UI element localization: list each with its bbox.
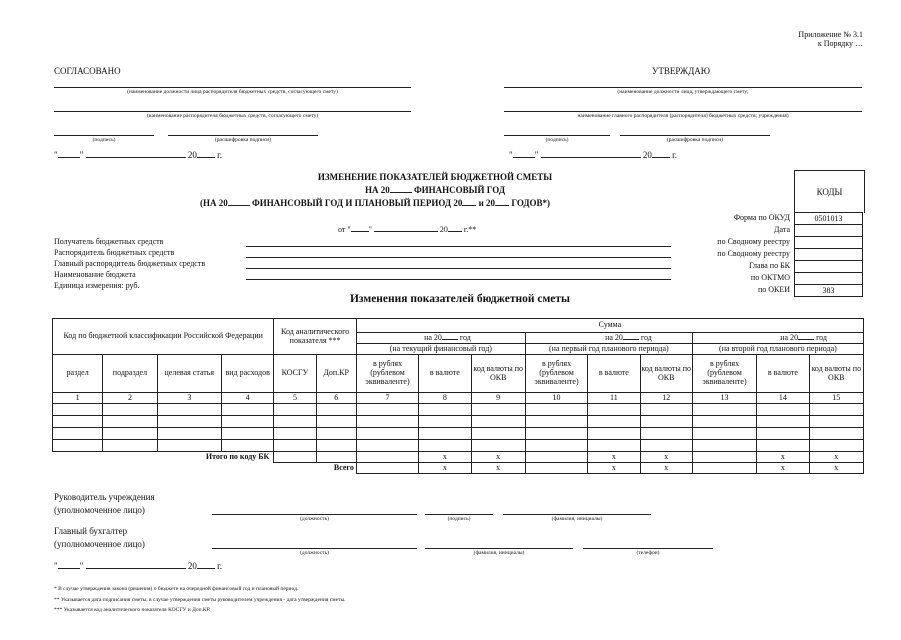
- column-number: 8: [419, 393, 471, 404]
- column-number: 2: [103, 393, 157, 404]
- title-fin-year: ФИНАНСОВЫЙ ГОД: [413, 185, 506, 195]
- table-cell[interactable]: [316, 440, 356, 452]
- table-cell[interactable]: [419, 416, 471, 428]
- form-title-line1: ИЗМЕНЕНИЕ ПОКАЗАТЕЛЕЙ БЮДЖЕТНОЙ СМЕТЫ: [317, 172, 553, 182]
- table-cell[interactable]: [757, 428, 809, 440]
- header-year-p1: [525, 333, 692, 344]
- recipient-label: Получатель бюджетных средств: [54, 237, 164, 246]
- appendix-line2: к Порядку …: [817, 39, 863, 48]
- signature-date: [54, 561, 222, 571]
- column-header: в рублях (рублевом эквиваленте): [356, 355, 418, 393]
- header-year-p2: [692, 333, 863, 344]
- codes-value: 383: [795, 285, 863, 297]
- spacer: [53, 463, 317, 474]
- recipient-row: [54, 269, 205, 280]
- codes-label: по Сводному реестру: [717, 249, 790, 258]
- x-mark: x: [757, 463, 809, 474]
- table-title: Изменения показателей бюджетной сметы: [349, 293, 571, 305]
- table-row: [53, 440, 864, 452]
- accountant-signature-label: [54, 525, 145, 551]
- date-quote: ": [54, 150, 58, 160]
- total-row: [53, 463, 864, 474]
- date-year: 20: [187, 561, 197, 571]
- agreed-org-caption: (наименование распорядителя бюджетных средств, согласующего смету): [146, 113, 319, 119]
- table-cell[interactable]: [525, 404, 587, 416]
- table-cell[interactable]: [157, 428, 221, 440]
- agreed-sign-caption: (подпись): [92, 137, 116, 143]
- agreed-decode-line: [168, 135, 318, 136]
- date-g: г.: [672, 150, 678, 160]
- recipient-line: [246, 246, 671, 247]
- table-cell[interactable]: [356, 404, 418, 416]
- agreed-date: [54, 150, 222, 160]
- god: год: [816, 332, 827, 342]
- head-position-caption: (должность): [300, 516, 329, 522]
- table-cell[interactable]: [222, 416, 274, 428]
- column-number: 4: [222, 393, 274, 404]
- x-mark: x: [809, 463, 863, 474]
- acc-position-line: [212, 548, 417, 549]
- column-header: код валюты по ОКВ: [471, 355, 525, 393]
- column-number: 13: [692, 393, 756, 404]
- title-na20: НА 20: [364, 185, 390, 195]
- date-quote: ": [54, 561, 58, 571]
- footnote-1: * В случае утверждения закона (решения) о бюджете на очередной финансовый год и плановый период.: [54, 586, 299, 592]
- column-number: 5: [274, 393, 316, 404]
- table-cell[interactable]: [274, 416, 316, 428]
- cell: [525, 452, 587, 463]
- table-cell[interactable]: [274, 440, 316, 452]
- column-header: в валюте: [419, 355, 471, 393]
- codes-row: [795, 225, 863, 237]
- date-quote: ": [509, 150, 513, 160]
- table-cell[interactable]: [222, 440, 274, 452]
- approve-date: [509, 150, 677, 160]
- cell: [316, 452, 356, 463]
- table-cell[interactable]: [103, 416, 157, 428]
- god: год: [459, 332, 471, 342]
- codes-value: 0501013: [795, 213, 863, 225]
- appendix-line1: Приложение № 3.1: [798, 30, 863, 39]
- date-g: г.: [217, 561, 223, 571]
- approve-position-line: [504, 87, 862, 88]
- appendix-note: [798, 30, 863, 48]
- table-cell[interactable]: [316, 404, 356, 416]
- table-cell[interactable]: [157, 440, 221, 452]
- codes-labels: [640, 212, 790, 296]
- footnotes: [54, 584, 346, 616]
- column-header: целевая статья: [157, 355, 221, 393]
- head-l2: (уполномоченное лицо): [54, 505, 145, 515]
- header-current-year: (на текущий финансовый год): [356, 344, 525, 355]
- codes-value: [795, 261, 863, 273]
- codes-label: по Сводному реестру: [717, 237, 790, 246]
- recipient-label: Главный распорядитель бюджетных средств: [54, 259, 206, 268]
- codes-header: КОДЫ: [794, 170, 865, 213]
- column-header: раздел: [53, 355, 103, 393]
- column-header: в рублях (рублевом эквиваленте): [525, 355, 587, 393]
- table-cell[interactable]: [588, 440, 640, 452]
- header-analytic: Код аналитического показателя ***: [274, 319, 356, 355]
- agreed-heading: СОГЛАСОВАНО: [54, 66, 121, 76]
- na20: на 20: [780, 332, 799, 342]
- table-cell[interactable]: [274, 428, 316, 440]
- head-sign-line: [425, 514, 493, 515]
- date-quote: ": [79, 561, 84, 571]
- table-cell[interactable]: [222, 404, 274, 416]
- table-cell[interactable]: [274, 404, 316, 416]
- date-year: 20: [439, 225, 448, 234]
- table-cell[interactable]: [419, 440, 471, 452]
- table-cell[interactable]: [525, 416, 587, 428]
- table-cell[interactable]: [692, 416, 756, 428]
- x-mark: x: [640, 463, 692, 474]
- column-number: 6: [316, 393, 356, 404]
- table-cell[interactable]: [53, 440, 103, 452]
- column-number: 12: [640, 393, 692, 404]
- recipient-row: [54, 258, 205, 269]
- column-number: 9: [471, 393, 525, 404]
- approve-org-caption: наименование главного распорядителя (распорядителя) бюджетных средств; учреждения): [577, 113, 789, 119]
- title-line3d: ГОДОВ*): [511, 198, 551, 208]
- x-mark: x: [588, 452, 640, 463]
- column-number: 11: [588, 393, 640, 404]
- table-cell[interactable]: [588, 404, 640, 416]
- table-cell[interactable]: [356, 428, 418, 440]
- codes-row: [795, 237, 863, 249]
- table-cell[interactable]: [588, 416, 640, 428]
- date-year: 20: [642, 150, 652, 160]
- head-signature-label: [54, 491, 155, 517]
- table-cell[interactable]: [757, 404, 809, 416]
- approve-sign-line: [504, 135, 610, 136]
- date-quote: ": [79, 150, 84, 160]
- form-title-line3: [200, 198, 550, 208]
- date-quote: ": [368, 225, 372, 234]
- form-title-line2: [250, 185, 620, 195]
- table-cell[interactable]: [757, 416, 809, 428]
- table-cell[interactable]: [640, 404, 692, 416]
- title-line3c: и 20: [478, 198, 496, 208]
- acc-l2: (уполномоченное лицо): [54, 539, 145, 549]
- agreed-sign-line: [54, 135, 154, 136]
- agreed-decode-caption: (расшифровка подписи): [214, 137, 272, 143]
- codes-label: Глава по БК: [749, 261, 790, 270]
- column-header: подраздел: [103, 355, 157, 393]
- agreed-org-line: [54, 111, 411, 112]
- head-name-caption: (фамилия, инициалы): [551, 516, 603, 522]
- x-mark: x: [809, 452, 863, 463]
- codes-value: [795, 237, 863, 249]
- column-number: 7: [356, 393, 418, 404]
- x-mark: x: [757, 452, 809, 463]
- recipient-line: [246, 279, 671, 280]
- column-number: 14: [757, 393, 809, 404]
- table-cell[interactable]: [157, 404, 221, 416]
- acc-position-caption: (должность): [300, 550, 329, 556]
- total-label: Всего: [333, 462, 354, 472]
- codes-value: [795, 249, 863, 261]
- codes-label: по ОКТМО: [750, 273, 790, 282]
- column-header: код валюты по ОКВ: [809, 355, 863, 393]
- table-cell[interactable]: [53, 428, 103, 440]
- approve-position-caption: (наименование должности лица, утверждающего смету;: [617, 89, 749, 95]
- approve-sign-caption: (подпись): [545, 137, 569, 143]
- column-header: вид расходов: [222, 355, 274, 393]
- footnote-3: *** Указывается код аналитического показателя КОСГУ и Доп.КР.: [54, 607, 211, 613]
- header-sum: Сумма: [356, 319, 863, 333]
- codes-value: [795, 273, 863, 285]
- approve-heading: УТВЕРЖДАЮ: [652, 66, 711, 76]
- recipient-block: [54, 236, 205, 291]
- codes-row: [795, 249, 863, 261]
- header-plan-year1: (на первый год планового периода): [525, 344, 692, 355]
- acc-phone-line: [583, 548, 713, 549]
- column-number: 15: [809, 393, 863, 404]
- table-cell[interactable]: [419, 428, 471, 440]
- x-mark: x: [419, 463, 471, 474]
- codes-label: Дата: [774, 225, 790, 234]
- title-line3a: (НА 20: [200, 198, 228, 208]
- header-kbk: Код по бюджетной классификации Российской Федерации: [53, 319, 274, 355]
- table-cell[interactable]: [809, 416, 863, 428]
- cell: [692, 452, 756, 463]
- table-cell[interactable]: [640, 416, 692, 428]
- recipient-row: [54, 236, 205, 247]
- head-sign-caption: (подпись): [447, 516, 471, 522]
- cell: [356, 452, 418, 463]
- x-mark: x: [419, 452, 471, 463]
- table-cell[interactable]: [316, 428, 356, 440]
- table-cell[interactable]: [471, 440, 525, 452]
- form-date: [338, 225, 476, 234]
- column-number: 1: [53, 393, 103, 404]
- table-cell[interactable]: [692, 404, 756, 416]
- x-mark: x: [471, 452, 525, 463]
- recipient-line: [246, 257, 671, 258]
- table-cell[interactable]: [525, 440, 587, 452]
- table-cell[interactable]: [692, 440, 756, 452]
- column-number: 3: [157, 393, 221, 404]
- table-cell[interactable]: [316, 416, 356, 428]
- approve-decode-caption: (расшифровка подписи): [666, 137, 724, 143]
- recipient-label: Единица измерения: руб.: [54, 281, 140, 290]
- table-cell[interactable]: [471, 416, 525, 428]
- agreed-position-caption: (наименование должности лица распорядителя бюджетных средств, согласующего смету): [127, 89, 338, 95]
- table-cell[interactable]: [471, 428, 525, 440]
- column-header: в валюте: [588, 355, 640, 393]
- table-cell[interactable]: [692, 428, 756, 440]
- table-cell[interactable]: [809, 440, 863, 452]
- na20: на 20: [424, 332, 442, 342]
- codes-label: Форма по ОКУД: [733, 213, 790, 222]
- codes-value: [795, 225, 863, 237]
- table-cell[interactable]: [103, 404, 157, 416]
- column-header: в рублях (рублевом эквиваленте): [692, 355, 756, 393]
- table-row: [53, 404, 864, 416]
- date-g: г.: [217, 150, 223, 160]
- header-year-cur: [356, 333, 525, 344]
- approve-decode-line: [620, 135, 770, 136]
- head-l1: Руководитель учреждения: [54, 492, 155, 502]
- total-bk-label: Итого по коду БК: [205, 451, 270, 461]
- column-number: 10: [525, 393, 587, 404]
- table-cell[interactable]: [103, 440, 157, 452]
- codes-row: [795, 261, 863, 273]
- table-cell[interactable]: [640, 428, 692, 440]
- cell: [274, 452, 316, 463]
- column-header: в валюте: [757, 355, 809, 393]
- date-quote: ": [534, 150, 539, 160]
- codes-label: по ОКЕИ: [757, 285, 790, 294]
- table-row: [53, 428, 864, 440]
- x-mark: x: [640, 452, 692, 463]
- table-cell[interactable]: [471, 404, 525, 416]
- date-ot: от ": [338, 225, 351, 234]
- table-cell[interactable]: [809, 404, 863, 416]
- recipient-row: [54, 247, 205, 258]
- cell: [356, 463, 418, 474]
- header-plan-year2: (на второй год планового периода): [692, 344, 863, 355]
- recipient-label: Наименование бюджета: [54, 270, 136, 279]
- cell: [692, 463, 756, 474]
- table-cell[interactable]: [419, 404, 471, 416]
- x-mark: x: [588, 463, 640, 474]
- cell: [525, 463, 587, 474]
- table-cell[interactable]: [757, 440, 809, 452]
- acc-name-line: [425, 548, 573, 549]
- approve-org-line: [504, 111, 862, 112]
- head-name-line: [503, 514, 651, 515]
- recipient-label: Распорядитель бюджетных средств: [54, 248, 175, 257]
- agreed-position-line: [54, 87, 411, 88]
- acc-phone-caption: (телефон): [636, 550, 660, 556]
- recipient-row: [54, 280, 205, 291]
- codes-row: [795, 213, 863, 225]
- date-g: г.**: [463, 225, 477, 234]
- table-cell[interactable]: [222, 428, 274, 440]
- total-bk-row: [53, 452, 864, 463]
- codes-row: [795, 273, 863, 285]
- column-header: код валюты по ОКВ: [640, 355, 692, 393]
- head-position-line: [212, 514, 417, 515]
- na20: на 20: [605, 332, 623, 342]
- table-row: [53, 416, 864, 428]
- title-line3b: ФИНАНСОВЫЙ ГОД И ПЛАНОВЫЙ ПЕРИОД 20: [252, 198, 463, 208]
- table-cell[interactable]: [809, 428, 863, 440]
- x-mark: x: [471, 463, 525, 474]
- table-cell[interactable]: [157, 416, 221, 428]
- table-cell[interactable]: [525, 428, 587, 440]
- table-cell[interactable]: [53, 404, 103, 416]
- codes-row: [795, 285, 863, 297]
- codes-table: [794, 212, 863, 297]
- table-cell[interactable]: [103, 428, 157, 440]
- footnote-2: ** Указывается дата подписания сметы, в случае утверждения сметы руководителем учреждения - дата утверждения сметы.: [54, 596, 346, 603]
- changes-table: [52, 318, 864, 474]
- god: год: [640, 332, 652, 342]
- acc-l1: Главный бухгалтер: [54, 526, 128, 536]
- recipient-line: [246, 268, 671, 269]
- table-cell[interactable]: [640, 440, 692, 452]
- table-cell[interactable]: [588, 428, 640, 440]
- column-header: КОСГУ: [274, 355, 316, 393]
- acc-name-caption: (фамилия, инициалы): [473, 550, 525, 556]
- table-cell[interactable]: [356, 416, 418, 428]
- table-cell[interactable]: [356, 440, 418, 452]
- table-cell[interactable]: [53, 416, 103, 428]
- date-year: 20: [187, 150, 197, 160]
- column-header: Доп.КР: [316, 355, 356, 393]
